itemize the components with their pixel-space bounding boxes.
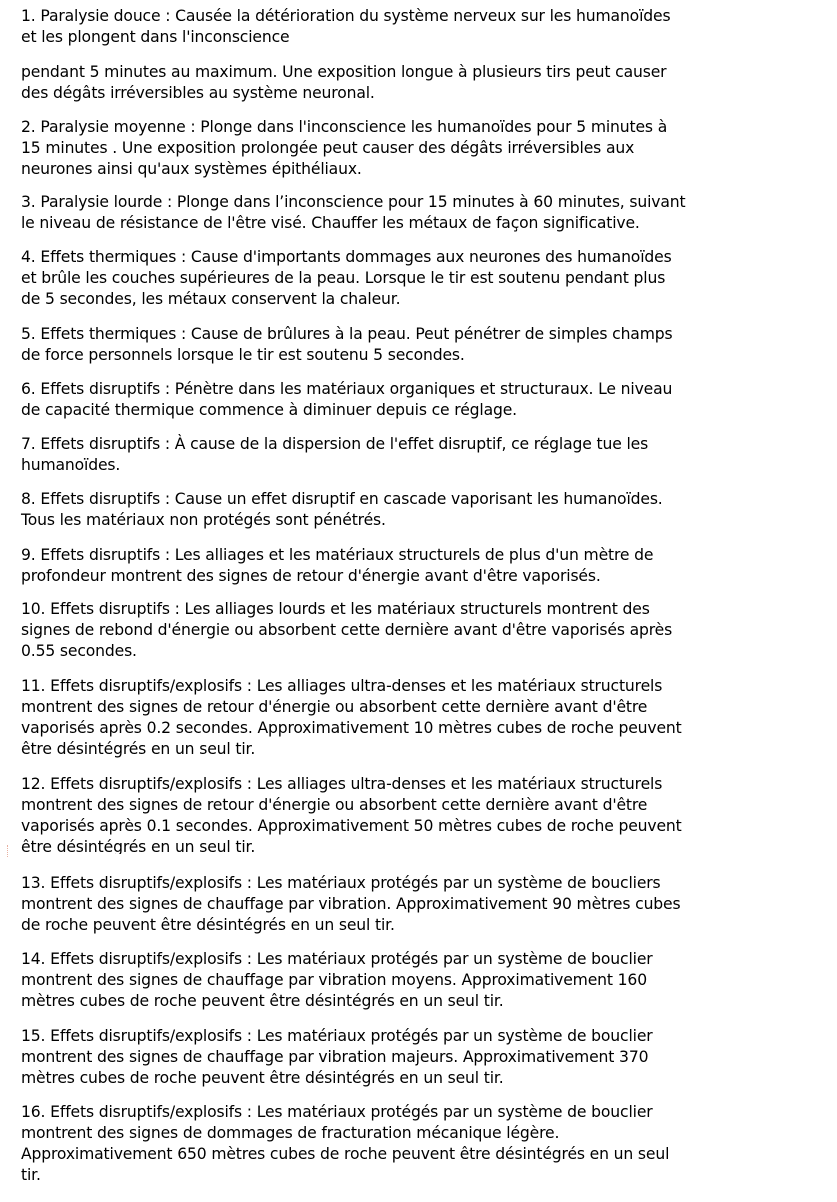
text-line: 2. Paralysie moyenne : Plonge dans l'inconscience les humanoïdes pour 5 minutes à <box>21 118 668 136</box>
text-line: humanoïdes. <box>21 456 121 474</box>
setting-paragraph-13 <box>21 873 680 936</box>
setting-paragraph-15 <box>21 1026 653 1089</box>
setting-paragraph-16 <box>21 1102 669 1186</box>
text-line: 7. Effets disruptifs : À cause de la dispersion de l'effet disruptif, ce réglage tue les <box>21 435 649 453</box>
setting-paragraph-6 <box>21 379 672 421</box>
text-line: être désintégrés en un seul tir. <box>21 838 256 854</box>
setting-paragraph-3 <box>21 192 685 234</box>
text-line: montrent des signes de chauffage par vibration majeurs. Approximativement 370 <box>21 1048 649 1066</box>
text-line: vaporisés après 0.2 secondes. Approximativement 10 mètres cubes de roche peuvent <box>21 719 682 737</box>
text-line: 13. Effets disruptifs/explosifs : Les matériaux protégés par un système de boucliers <box>21 874 661 892</box>
text-line: mètres cubes de roche peuvent être désintégrés en un seul tir. <box>21 1069 504 1087</box>
text-line: 5. Effets thermiques : Cause de brûlures à la peau. Peut pénétrer de simples champs <box>21 325 673 343</box>
text-line: pendant 5 minutes au maximum. Une exposition longue à plusieurs tirs peut causer <box>21 63 667 81</box>
setting-paragraph-4 <box>21 247 672 310</box>
setting-paragraph-10 <box>21 599 672 662</box>
text-line: signes de rebond d'énergie ou absorbent cette dernière avant d'être vaporisés après <box>21 621 673 639</box>
text-line: mètres cubes de roche peuvent être désintégrés en un seul tir. <box>21 992 504 1010</box>
text-line: 10. Effets disruptifs : Les alliages lourds et les matériaux structurels montrent des <box>21 600 650 618</box>
setting-paragraph-8 <box>21 489 663 531</box>
text-line: 12. Effets disruptifs/explosifs : Les alliages ultra-denses et les matériaux structurels <box>21 775 663 793</box>
text-line: montrent des signes de retour d'énergie ou absorbent cette dernière avant d'être <box>21 698 648 716</box>
text-line: montrent des signes de chauffage par vibration. Approximativement 90 mètres cubes <box>21 895 681 913</box>
setting-paragraph-11 <box>21 676 682 760</box>
text-line: de force personnels lorsque le tir est soutenu 5 secondes. <box>21 346 465 364</box>
setting-paragraph-12 <box>21 774 682 854</box>
text-line: 16. Effets disruptifs/explosifs : Les matériaux protégés par un système de bouclier <box>21 1103 653 1121</box>
text-line: 15 minutes . Une exposition prolongée peut causer des dégâts irréversibles aux <box>21 139 635 157</box>
text-line: de 5 secondes, les métaux conservent la chaleur. <box>21 290 401 308</box>
text-line: 15. Effets disruptifs/explosifs : Les matériaux protégés par un système de bouclier <box>21 1027 653 1045</box>
setting-paragraph-7 <box>21 434 648 476</box>
setting-paragraph-14 <box>21 949 653 1012</box>
text-line: vaporisés après 0.1 secondes. Approximativement 50 mètres cubes de roche peuvent <box>21 817 682 835</box>
text-line: le niveau de résistance de l'être visé. Chauffer les métaux de façon significative. <box>21 214 640 232</box>
text-line: 3. Paralysie lourde : Plonge dans l’inconscience pour 15 minutes à 60 minutes, suivant <box>21 193 686 211</box>
setting-paragraph-2 <box>21 117 667 180</box>
setting-paragraph-1 <box>21 6 670 48</box>
text-line: Approximativement 650 mètres cubes de roche peuvent être désintégrés en un seul <box>21 1145 670 1163</box>
setting-paragraph-9 <box>21 545 653 587</box>
text-line: montrent des signes de dommages de fracturation mécanique légère. <box>21 1124 560 1142</box>
text-line: profondeur montrent des signes de retour d'énergie avant d'être vaporisés. <box>21 567 601 585</box>
setting-paragraph-5 <box>21 324 672 366</box>
text-line: de capacité thermique commence à diminuer depuis ce réglage. <box>21 401 517 419</box>
page-seam-mark <box>7 845 9 857</box>
text-line: et les plongent dans l'inconscience <box>21 28 290 46</box>
text-line: 6. Effets disruptifs : Pénètre dans les matériaux organiques et structuraux. Le niveau <box>21 380 673 398</box>
text-line: de roche peuvent être désintégrés en un seul tir. <box>21 916 395 934</box>
text-line: et brûle les couches supérieures de la peau. Lorsque le tir est soutenu pendant plus <box>21 269 666 287</box>
text-line: 11. Effets disruptifs/explosifs : Les alliages ultra-denses et les matériaux structurels <box>21 677 663 695</box>
text-line: être désintégrés en un seul tir. <box>21 740 256 758</box>
text-line: 0.55 secondes. <box>21 642 137 660</box>
text-line: 8. Effets disruptifs : Cause un effet disruptif en cascade vaporisant les humanoïdes. <box>21 490 663 508</box>
text-line: 9. Effets disruptifs : Les alliages et les matériaux structurels de plus d'un mètre de <box>21 546 654 564</box>
text-line: Tous les matériaux non protégés sont pénétrés. <box>21 511 386 529</box>
text-line: 1. Paralysie douce : Causée la détérioration du système nerveux sur les humanoïdes <box>21 7 671 25</box>
text-line: tir. <box>21 1166 41 1184</box>
text-line: 4. Effets thermiques : Cause d'importants dommages aux neurones des humanoïdes <box>21 248 672 266</box>
text-line: 14. Effets disruptifs/explosifs : Les matériaux protégés par un système de bouclier <box>21 950 653 968</box>
text-line: montrent des signes de chauffage par vibration moyens. Approximativement 160 <box>21 971 647 989</box>
text-line: neurones ainsi qu'aux systèmes épithéliaux. <box>21 160 362 178</box>
setting-paragraph-1-continued <box>21 62 666 104</box>
text-line: des dégâts irréversibles au système neuronal. <box>21 84 375 102</box>
text-line: montrent des signes de retour d'énergie ou absorbent cette dernière avant d'être <box>21 796 648 814</box>
